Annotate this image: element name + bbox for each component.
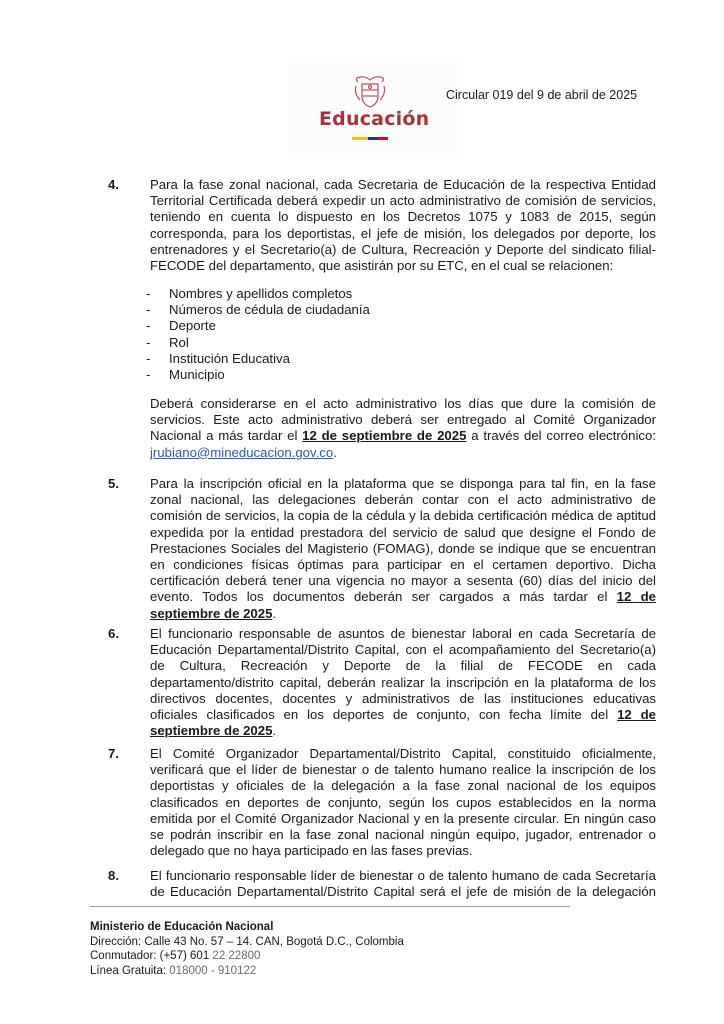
bullet-dash: -: [146, 367, 151, 383]
item-text: El funcionario responsable de asuntos de bienestar laboral en cada Secretaría de Educación Departamental/Distrito Capital, con el acompañamiento del Secretario(a) de Cultura, Recreación y Deporte de la filial de FECODE en cada departamento/distrito capital, deberán realizar la inscripción en la plataforma de los directivos docentes, docentes y administrativos de las instituciones educativas oficiales clasificados en los deportes de conjunto, con fecha límite del 12 de septiembre de 2025.: [150, 626, 656, 739]
flag-stripe: [352, 137, 388, 140]
footer-address: Dirección: Calle 43 No. 57 – 14. CAN, Bogotá D.C., Colombia: [90, 935, 404, 948]
flag-red: [378, 137, 388, 140]
item-number: 7.: [108, 746, 119, 761]
item-text: El funcionario responsable líder de bienestar o de talento humano de cada Secretaría de Educación Departamental/Distrito Capital será el jefe de misión de la delegación: [150, 868, 656, 900]
coat-of-arms-icon: [350, 74, 390, 110]
deadline-date: 12 de septiembre de 2025: [150, 707, 656, 739]
required-fields-list: [146, 286, 370, 383]
footer-contact: [90, 920, 404, 978]
item-text: Para la inscripción oficial en la plataforma que se disponga para tal fin, en la fase zonal nacional, las delegaciones deberán contar con el acto administrativo de comisión de servicios, la copia de la cédula y la debida certificación médica de aptitud expedida por la entidad prestadora del servicio de salud que designe el Fondo de Prestaciones Sociales del Magisterio (FOMAG), donde se indique que se encuentran en condiciones físicas óptimas para participar en el certamen deportivo. Dicha certificación deberá tener una vigencia no mayor a sesenta (60) días del inicio del evento. Todos los documentos deberán ser cargados a más tardar el 12 de septiembre de 2025.: [150, 476, 656, 621]
deadline-date: 12 de septiembre de 2025: [150, 589, 656, 621]
logo-wordmark: Educación: [319, 108, 430, 130]
bullet-dash: -: [146, 318, 151, 334]
item-number: 8.: [108, 868, 119, 883]
item-number: 6.: [108, 626, 119, 641]
bullet-dash: -: [146, 302, 151, 318]
item-text: Para la fase zonal nacional, cada Secretaria de Educación de la respectiva Entidad Territorial Certificada deberá expedir un acto administrativo de comisión de servicios, teniendo en cuenta lo dispuesto en los Decretos 1075 y 1083 de 2015, según corresponda, para los deportistas, el jefe de misión, los delegados por deporte, los entrenadores y el Secretario(a) de Cultura, Recreación y Deporte del sindicato filial-FECODE del departamento, que asistirán por su ETC, en el cual se relacionen:: [150, 177, 656, 274]
email-link[interactable]: jrubiano@mineducacion.gov.co: [150, 444, 334, 460]
flag-blue: [368, 137, 378, 140]
list-item: - Municipio: [146, 367, 225, 383]
list-item: - Institución Educativa: [146, 350, 290, 366]
item-number: 4.: [108, 177, 119, 192]
list-item: - Nombres y apellidos completos: [146, 286, 353, 301]
deadline-date: 12 de septiembre de 2025: [302, 428, 467, 444]
bullet-dash: -: [146, 334, 151, 350]
bullet-dash: -: [146, 350, 151, 366]
footer-organization: Ministerio de Educación Nacional: [90, 921, 274, 933]
item-text: El Comité Organizador Departamental/Distrito Capital, constituido oficialmente, verificará que el líder de bienestar o de talento humano realice la inscripción de los deportistas y oficiales de la delegación a la fase zonal nacional de los equipos clasificados en deportes de conjunto, según los cupos establecidos en la norma emitida por el Comité Organizador Nacional y en la presente circular. En ningún caso se podrán inscribir en la fase zonal nacional ningún equipo, jugador, entrenador o delegado que no haya participado en las fases previas.: [150, 746, 656, 859]
flag-yellow: [352, 137, 368, 140]
ministry-logo: [288, 58, 458, 158]
circular-reference: Circular 019 del 9 de abril de 2025: [446, 88, 638, 102]
list-item: - Deporte: [146, 318, 216, 334]
item-4-delivery-paragraph: Deberá considerarse en el acto administrativo los días que dure la comisión de servicios. Este acto administrativo deberá ser entregado al Comité Organizador Nacional a más tardar el 12 de septiembre de 2025 a través del correo electrónico: jrubiano@mineducacion.gov.co.: [150, 396, 656, 460]
list-item: - Números de cédula de ciudadanía: [146, 302, 370, 318]
bullet-dash: -: [146, 286, 151, 301]
footer-divider: [90, 906, 570, 907]
item-number: 5.: [108, 476, 119, 491]
list-item: - Rol: [146, 334, 189, 350]
footer-switchboard: Conmutador: (+57) 601 22 22800: [90, 950, 261, 962]
footer-toll-free: Línea Gratuita: 018000 - 910122: [90, 964, 257, 977]
